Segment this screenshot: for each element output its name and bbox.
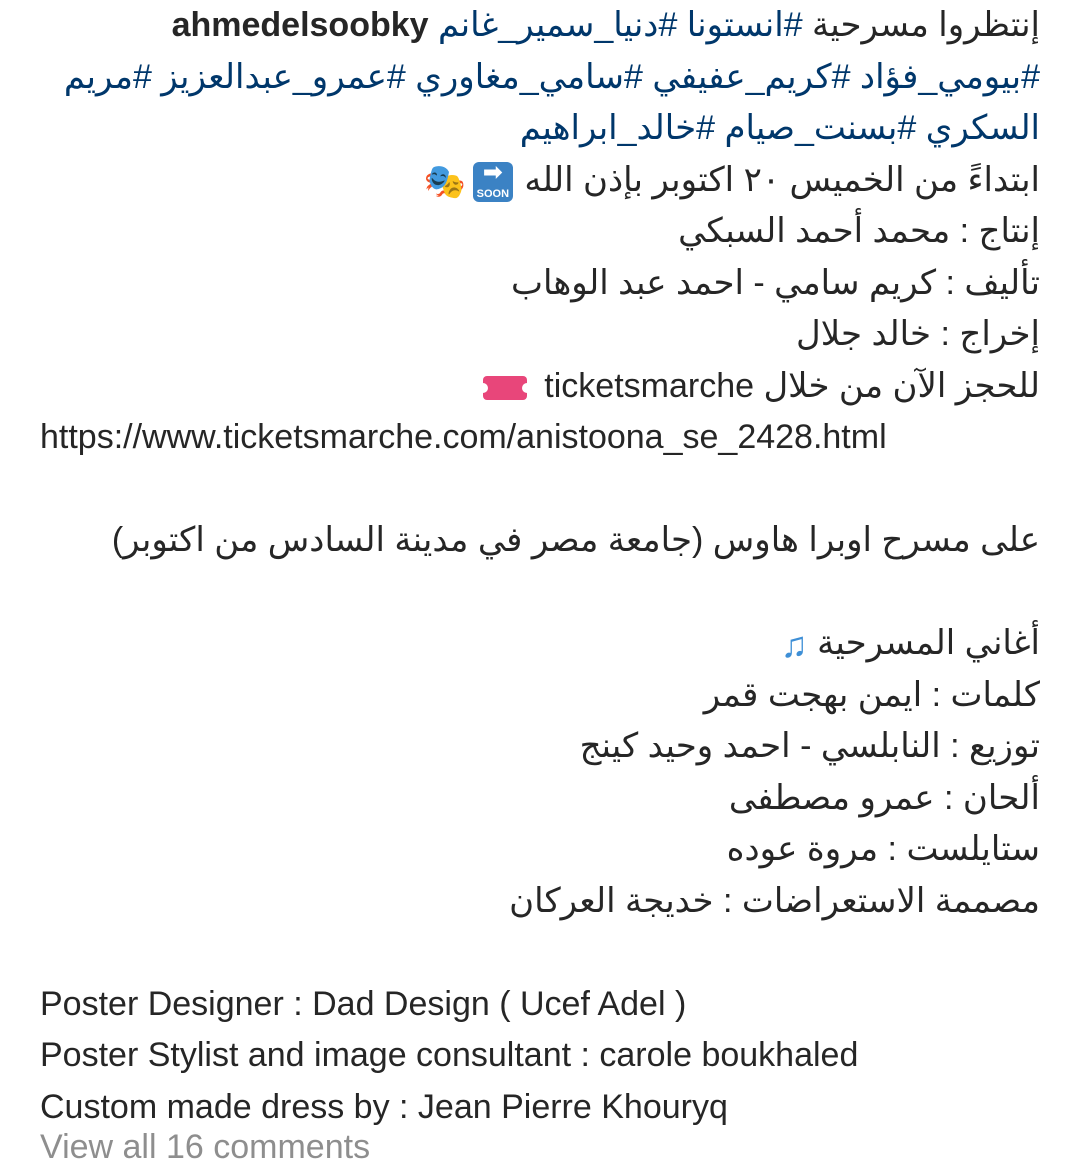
lyrics-credit: كلمات : ايمن بهجت قمر — [703, 675, 1040, 714]
ticket-icon — [483, 376, 527, 400]
booking-text: للحجز الآن من خلال ticketsmarche — [544, 366, 1040, 405]
poster-stylist-credit: Poster Stylist and image consultant : carole boukhaled — [40, 1036, 859, 1074]
start-date-line — [40, 155, 1040, 207]
hashtag-link-group[interactable]: #بيومي_فؤاد #كريم_عفيفي #سامي_مغاوري #عمرو_عبدالعزيز #مريم — [63, 57, 1040, 96]
caption-line-1 — [40, 0, 1040, 52]
venue-line: على مسرح اوبرا هاوس (جامعة مصر في مدينة السادس من اكتوبر) — [111, 521, 1040, 559]
songs-title-line — [40, 618, 1040, 670]
performing-arts-icon: 🎭 — [423, 162, 467, 201]
writing-credit: تأليف : كريم سامي - احمد عبد الوهاب — [511, 263, 1040, 302]
hashtag-link-group[interactable]: #انستونا #دنيا_سمير_غانم — [438, 6, 803, 44]
username-link[interactable]: ahmedelsoobky — [171, 6, 429, 44]
stylist-credit: ستايلست : مروة عوده — [726, 830, 1040, 868]
directing-credit: إخراج : خالد جلال — [796, 315, 1040, 353]
melodies-credit: ألحان : عمرو مصطفى — [728, 778, 1040, 817]
caption-line-3 — [40, 103, 1040, 155]
choreographer-credit: مصممة الاستعراضات : خديجة العركان — [509, 881, 1040, 920]
poster-designer-credit: Poster Designer : Dad Design ( Ucef Adel ) — [40, 984, 687, 1023]
post-caption — [40, 0, 1040, 1133]
caption-intro-text: إنتظروا مسرحية — [802, 6, 1040, 44]
dress-credit: Custom made dress by : Jean Pierre Khouryq — [40, 1087, 728, 1126]
hashtag-link-group[interactable]: السكري #بسنت_صيام #خالد_ابراهيم — [519, 109, 1040, 147]
musical-notes-icon: ♫ — [780, 624, 808, 666]
soon-arrow-icon: ➡ SOON — [473, 162, 513, 202]
view-all-comments-link[interactable]: View all 16 comments — [40, 1128, 371, 1166]
production-credit: إنتاج : محمد أحمد السبكي — [678, 212, 1040, 250]
songs-title-text: أغاني المسرحية — [817, 624, 1040, 662]
start-date-text: ابتداءً من الخميس ٢٠ اكتوبر بإذن الله — [524, 160, 1040, 199]
booking-line — [40, 361, 1040, 413]
ticket-link[interactable]: https://www.ticketsmarche.com/anistoona_se_2428.html — [40, 418, 887, 456]
arrangement-credit: توزيع : النابلسي - احمد وحيد كينج — [579, 727, 1040, 765]
